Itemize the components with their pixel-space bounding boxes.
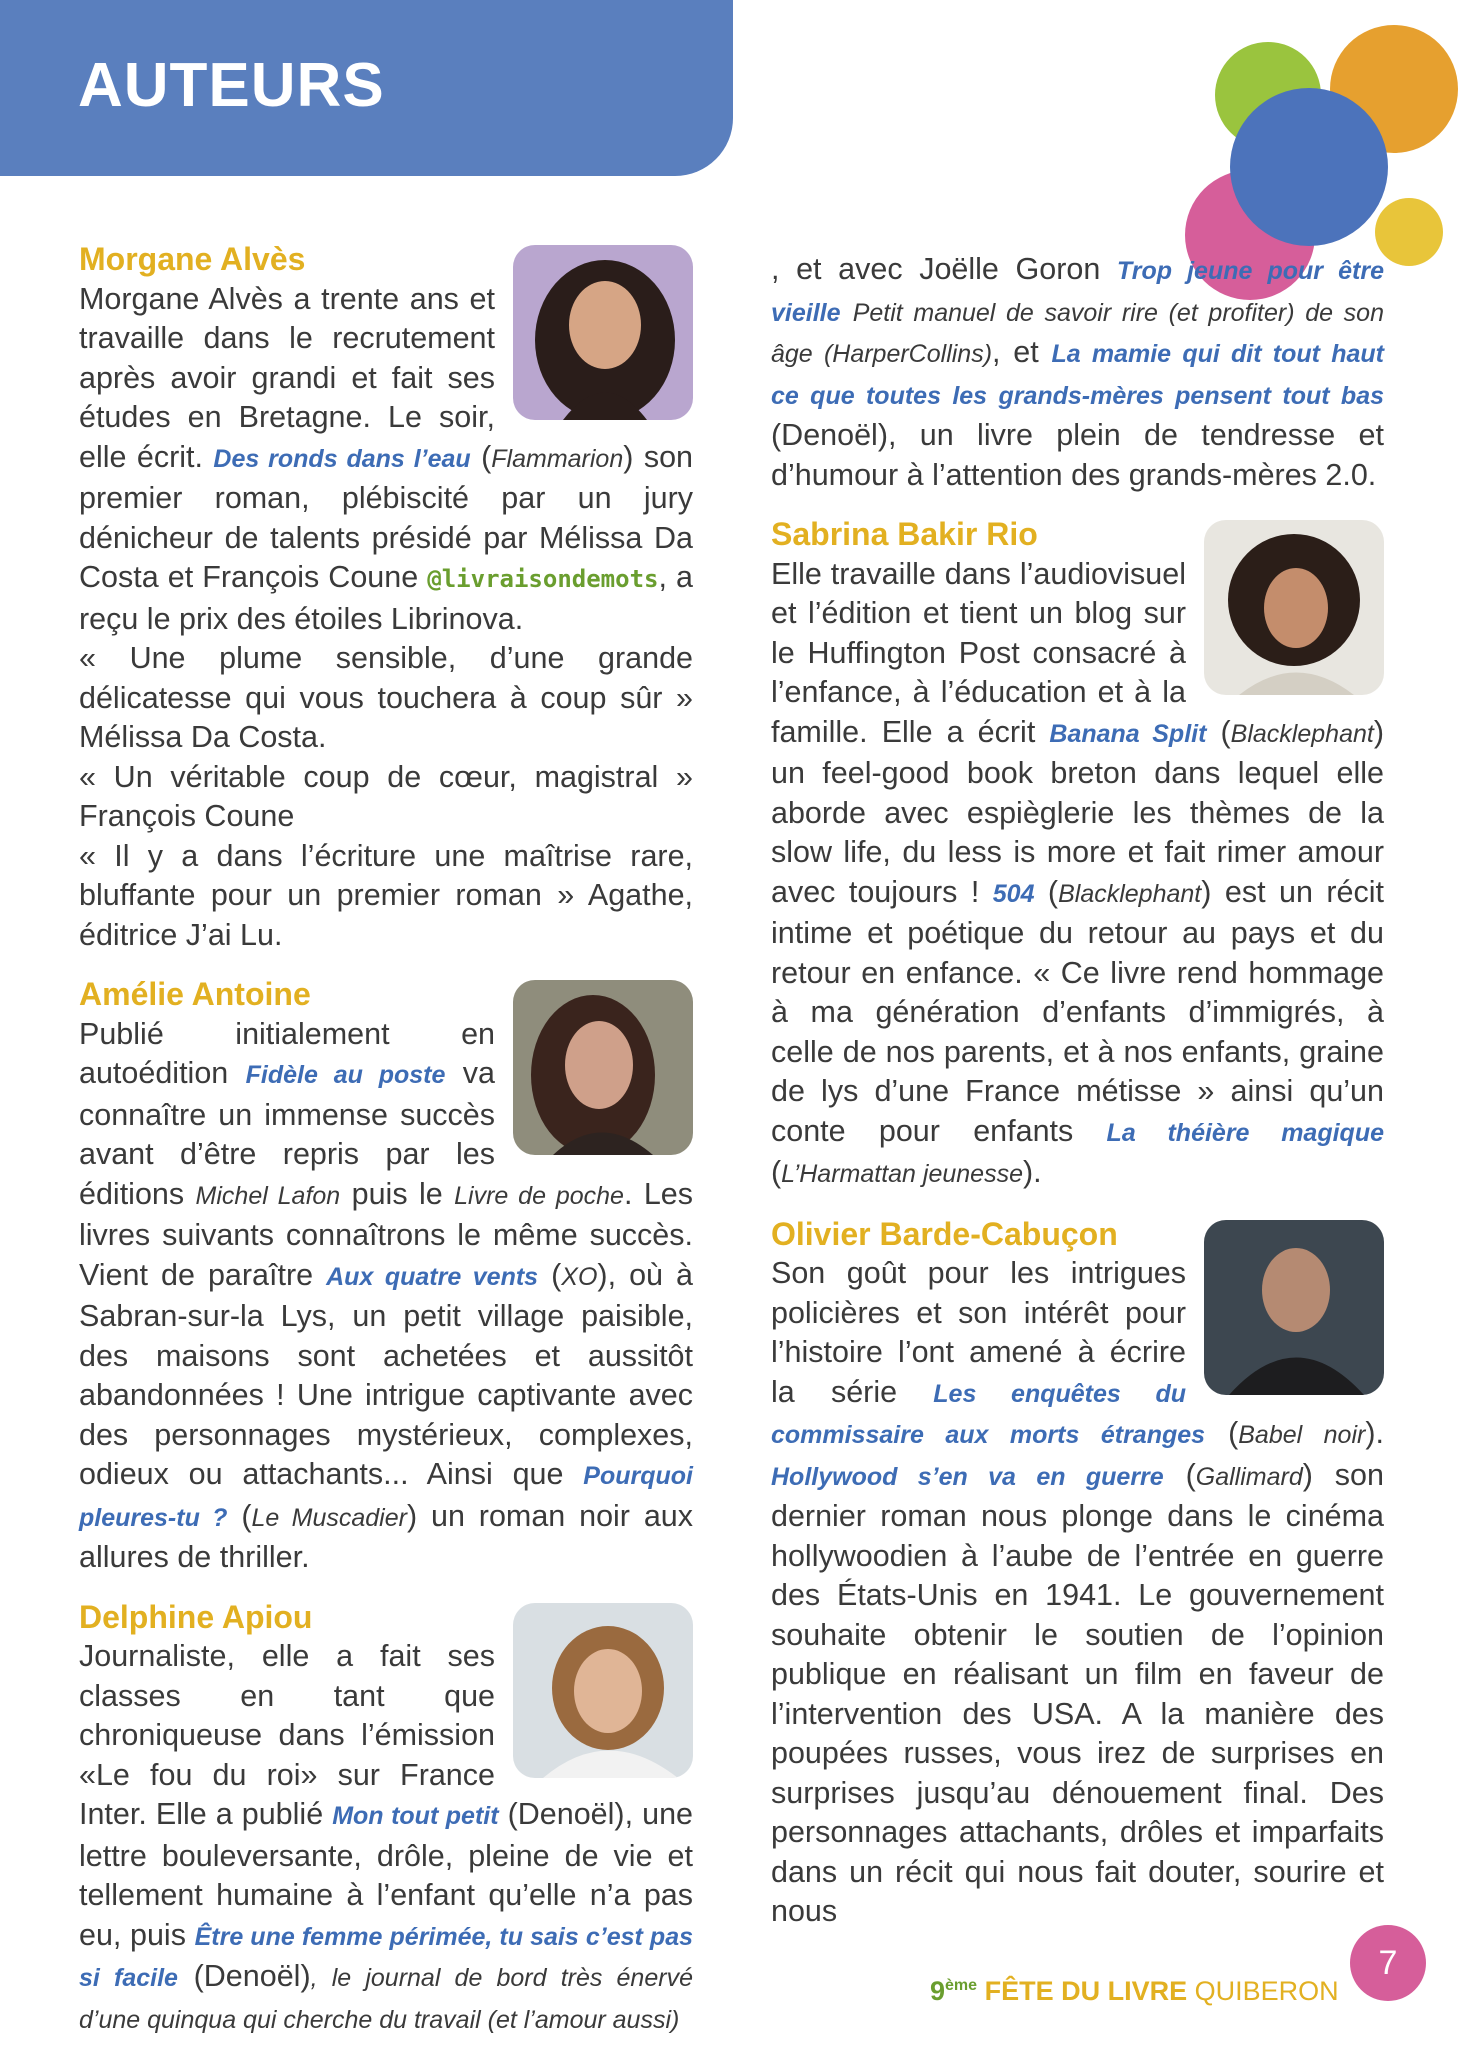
- author-bio: , et avec Joëlle Goron Trop jeune pour être vieille Petit manuel de savoir rire (et profiter) de son âge (HarperCollins), et La mamie qui dit tout haut ce que toutes les grands-mères pensent tout bas (Denoël), un livre plein de tendresse et d’humour à l’attention des grands-mères 2.0.: [771, 252, 1384, 492]
- author-bio: Publié initialement en autoédition Fidèle au poste va connaître un immense succès avant d’être repris par les éditions Michel Lafon puis le Livre de poche. Les livres suivants connaîtrons le même succès. Vient de paraître Aux quatre vents (XO), où à Sabran-sur-la Lys, un petit village paisible, des maisons sont achetées et aussitôt abandonnées ! Une intrigue captivante avec des personnages mystérieux, complexes, odieux ou attachants... Ainsi que Pourquoi pleures-tu ? (Le Muscadier) un roman noir aux allures de thriller.: [79, 1016, 694, 1574]
- decor-circle-blue: [1230, 88, 1388, 246]
- author-amelie-antoine: [79, 975, 693, 1578]
- author-name: Morgane Alvès: [79, 241, 306, 277]
- page-title: AUTEURS: [78, 51, 385, 120]
- social-handle: @livraisondemots: [427, 565, 659, 593]
- book-title: Banana Split: [1049, 719, 1207, 748]
- book-title: Hollywood s’en va en guerre: [771, 1462, 1164, 1491]
- publisher: Blacklephant: [1058, 879, 1202, 908]
- publisher: Denoël: [517, 1797, 615, 1831]
- publisher: XO: [561, 1262, 598, 1291]
- publisher: Denoël: [203, 1959, 301, 1993]
- book-title: 504: [992, 879, 1035, 908]
- page-number-badge: 7: [1350, 1925, 1426, 2001]
- author-sabrina-bakir-rio: [771, 515, 1384, 1195]
- column-right: [771, 250, 1384, 1952]
- book-title: Les enquêtes du commissaire aux morts étranges: [771, 1379, 1206, 1449]
- quote: « Il y a dans l’écriture une maîtrise rare, bluffante pour un premier roman » Agathe, éditrice J’ai Lu.: [79, 838, 693, 952]
- publisher: Blacklephant: [1230, 719, 1374, 748]
- book-title: Aux quatre vents: [326, 1262, 539, 1291]
- author-bio: Morgane Alvès a trente ans et travaille dans le recrutement après avoir grandi et fait ses études en Bretagne. Le soir, elle écrit. Des ronds dans l’eau (Flammarion) son premier roman, plébiscité par un jury dénicheur de talents présidé par Mélissa Da Costa et François Coune @livraisondemots, a reçu le prix des étoiles Librinova.: [79, 281, 694, 636]
- author-bio: Elle travaille dans l’audiovisuel et l’édition et tient un blog sur le Huffington Post consacré à l’enfance, à l’éducation et à la famille. Elle a écrit Banana Split (Blacklephant) un feel-good book breton dans lequel elle aborde avec espièglerie les thèmes de la slow life, du less is more et fait rimer amour avec toujours ! 504 (Blacklephant) est un récit intime et poétique du retour au pays et du retour en enfance. « Ce livre rend hommage à ma génération d’enfants d’immigrés, à celle de nos parents, et à nos enfants, graine de lys d’une France métisse » ainsi qu’un conte pour enfants La théière magique (L’Harmattan jeunesse).: [771, 556, 1384, 1189]
- book-title: Trop jeune pour être vieille: [771, 257, 1384, 327]
- book-title: Être une femme périmée, tu sais c’est pas si facile: [79, 1922, 694, 1992]
- author-photo: [513, 980, 693, 1155]
- publisher: Flammarion: [491, 444, 624, 473]
- author-photo: [513, 245, 693, 420]
- book-title: Fidèle au poste: [245, 1061, 446, 1089]
- author-delphine-apiou: [79, 1598, 693, 2041]
- publisher: Michel Lafon: [195, 1181, 341, 1210]
- author-olivier-barde-cabucon: [771, 1215, 1384, 1932]
- author-photo: [513, 1603, 693, 1778]
- author-bio: Son goût pour les intrigues policières et son intérêt pour l’histoire l’ont amené à écrire la série Les enquêtes du commissaire aux morts étranges (Babel noir). Hollywood s’en va en guerre (Gallimard) son dernier roman nous plonge dans le cinéma hollywoodien à l’aube de l’entrée en guerre des États-Unis en 1941. Le gouvernement souhaite obtenir le soutien de l’opinion publique en réalisant un film en faveur de l’intervention des USA. A la manière des poupées russes, vous irez de surprises en surprises jusqu’au dénouement final. Des personnages attachants, drôles et imparfaits dans un récit qui nous fait douter, sourire et nous: [771, 1256, 1384, 1928]
- book-subtitle: Petit manuel de savoir rire (et profiter) de son âge (HarperCollins): [771, 298, 1384, 368]
- portrait-woman-icon: [513, 1603, 693, 1778]
- author-bio: Journaliste, elle a fait ses classes en tant que chroniqueuse dans l’émission «Le fou du roi» sur France Inter. Elle a publié Mon tout petit (Denoël), une lettre bouleversante, drôle, pleine de vie et tellement humaine à l’enfant qu’elle n’a pas eu, puis Être une femme périmée, tu sais c’est pas si facile (Denoël), le journal de bord très énervé d’une quinqua qui cherche du travail (et l’amour aussi): [79, 1639, 694, 2034]
- portrait-woman-icon: [513, 245, 693, 420]
- author-name: Delphine Apiou: [79, 1598, 313, 1635]
- column-left: [79, 240, 693, 2060]
- section-header: [0, 0, 733, 176]
- publisher: Le Muscadier: [251, 1503, 407, 1532]
- publisher: Gallimard: [1195, 1462, 1303, 1491]
- quote: « Une plume sensible, d’une grande délicatesse qui vous touchera à coup sûr » Mélissa Da Costa.: [79, 641, 693, 754]
- book-title: Mon tout petit: [332, 1802, 499, 1830]
- book-title: Pourquoi pleures-tu ?: [79, 1462, 693, 1532]
- author-morgane-alves: [79, 240, 693, 955]
- publisher: Livre de poche: [454, 1181, 624, 1210]
- author-photo: [1204, 520, 1384, 695]
- quote: « Un véritable coup de cœur, magistral » François Coune: [79, 759, 693, 833]
- author-name: Amélie Antoine: [79, 976, 311, 1012]
- author-delphine-apiou-cont: [771, 250, 1384, 495]
- footer-event: 9ème FÊTE DU LIVRE QUIBERON: [930, 1976, 1339, 2006]
- portrait-woman-icon: [513, 980, 693, 1155]
- author-name: Sabrina Bakir Rio: [771, 516, 1038, 552]
- publisher: Babel noir: [1238, 1421, 1366, 1449]
- decor-circle-yellow: [1375, 198, 1443, 266]
- publisher: L’Harmattan jeunesse: [781, 1160, 1023, 1188]
- author-photo: [1204, 1220, 1384, 1395]
- author-name: Olivier Barde-Cabuçon: [771, 1215, 1118, 1252]
- book-title: La mamie qui dit tout haut ce que toutes les grands-mères pensent tout bas: [771, 340, 1384, 410]
- portrait-woman-icon: [1204, 520, 1384, 695]
- portrait-man-icon: [1204, 1220, 1384, 1395]
- book-title: Des ronds dans l’eau: [213, 444, 471, 473]
- book-title: La théière magique: [1106, 1118, 1384, 1147]
- publisher: Denoël: [781, 418, 878, 452]
